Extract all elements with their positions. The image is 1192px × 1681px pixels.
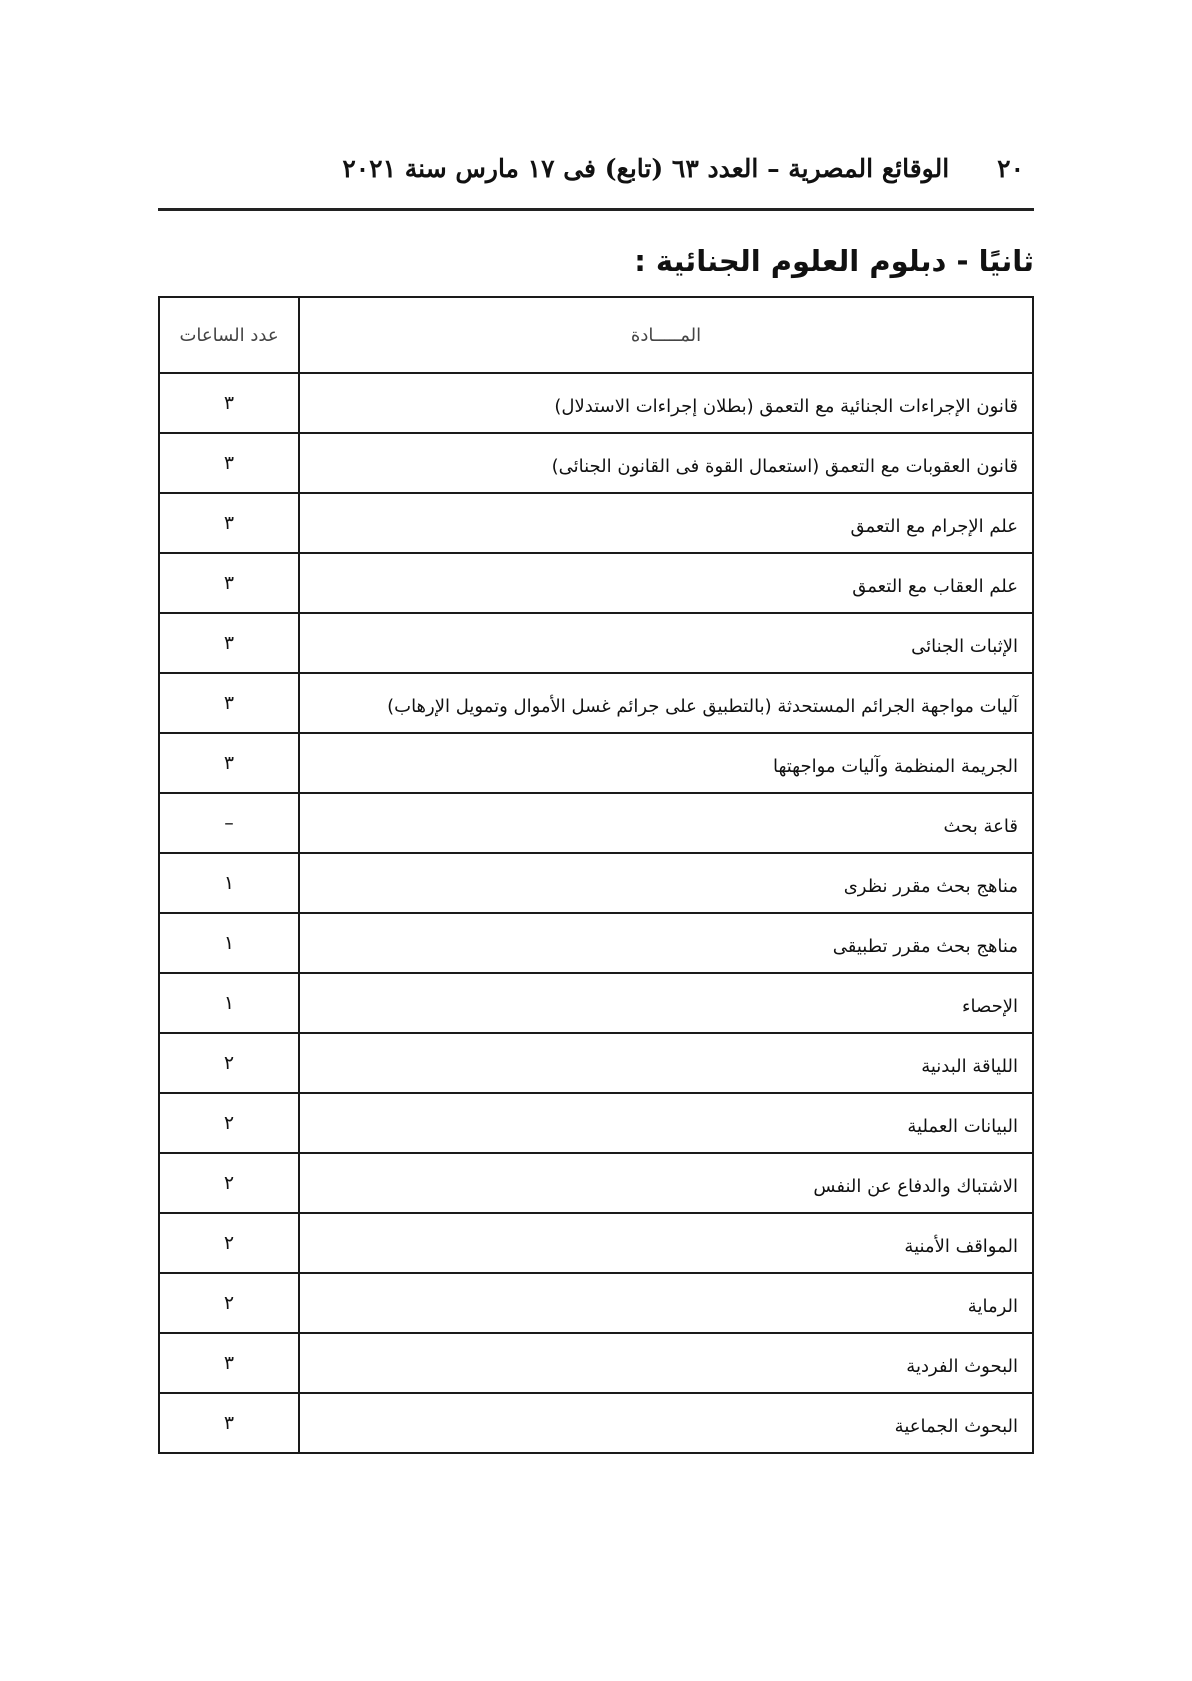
- gazette-title: الوقائع المصرية – العدد ٦٣ (تابع) فى ١٧ مارس سنة ٢٠٢١: [342, 153, 950, 183]
- table-row: [159, 373, 1033, 433]
- section-heading: ثانيًا - دبلوم العلوم الجنائية :: [634, 244, 1034, 278]
- hours-cell: ٣: [159, 1333, 299, 1393]
- subject-cell: قانون العقوبات مع التعمق (استعمال القوة فى القانون الجنائى): [299, 433, 1033, 493]
- subject-cell: الرماية: [299, 1273, 1033, 1333]
- subject-cell: البحوث الجماعية: [299, 1393, 1033, 1453]
- hours-cell: –: [159, 793, 299, 853]
- subject-cell: الإحصاء: [299, 973, 1033, 1033]
- subject-cell: الإثبات الجنائى: [299, 613, 1033, 673]
- table-header-row: [159, 297, 1033, 373]
- subject-cell: علم الإجرام مع التعمق: [299, 493, 1033, 553]
- table-row: [159, 1393, 1033, 1453]
- page-number: ٢٠: [997, 153, 1024, 183]
- subject-cell: علم العقاب مع التعمق: [299, 553, 1033, 613]
- table-row: [159, 493, 1033, 553]
- subject-cell: الجريمة المنظمة وآليات مواجهتها: [299, 733, 1033, 793]
- table-row: [159, 973, 1033, 1033]
- page-header: [160, 142, 1032, 194]
- courses-table: [158, 296, 1034, 1454]
- table-row: [159, 673, 1033, 733]
- hours-cell: ٣: [159, 373, 299, 433]
- table-row: [159, 913, 1033, 973]
- subject-cell: مناهج بحث مقرر تطبيقى: [299, 913, 1033, 973]
- hours-cell: ٢: [159, 1033, 299, 1093]
- table-row: [159, 853, 1033, 913]
- hours-cell: ٣: [159, 613, 299, 673]
- hours-cell: ١: [159, 853, 299, 913]
- subject-cell: قانون الإجراءات الجنائية مع التعمق (بطلان إجراءات الاستدلال): [299, 373, 1033, 433]
- subject-cell: مناهج بحث مقرر نظرى: [299, 853, 1033, 913]
- hours-cell: ٣: [159, 1393, 299, 1453]
- table-row: [159, 433, 1033, 493]
- table-row: [159, 1033, 1033, 1093]
- hours-cell: ١: [159, 973, 299, 1033]
- table-body: [159, 373, 1033, 1453]
- hours-cell: ١: [159, 913, 299, 973]
- hours-cell: ٢: [159, 1213, 299, 1273]
- hours-cell: ٢: [159, 1153, 299, 1213]
- subject-cell: قاعة بحث: [299, 793, 1033, 853]
- header-divider: [158, 208, 1034, 211]
- table-row: [159, 793, 1033, 853]
- subject-cell: آليات مواجهة الجرائم المستحدثة (بالتطبيق على جرائم غسل الأموال وتمويل الإرهاب): [299, 673, 1033, 733]
- subject-cell: البحوث الفردية: [299, 1333, 1033, 1393]
- subject-cell: الاشتباك والدفاع عن النفس: [299, 1153, 1033, 1213]
- hours-cell: ٣: [159, 493, 299, 553]
- table-row: [159, 1093, 1033, 1153]
- table-row: [159, 1153, 1033, 1213]
- table-row: [159, 553, 1033, 613]
- hours-cell: ٣: [159, 433, 299, 493]
- table-row: [159, 613, 1033, 673]
- subject-column-header: المـــــادة: [299, 297, 1033, 373]
- hours-cell: ٣: [159, 673, 299, 733]
- hours-cell: ٢: [159, 1093, 299, 1153]
- hours-column-header: عدد الساعات: [159, 297, 299, 373]
- table-row: [159, 1333, 1033, 1393]
- table-row: [159, 1213, 1033, 1273]
- hours-cell: ٣: [159, 733, 299, 793]
- subject-cell: المواقف الأمنية: [299, 1213, 1033, 1273]
- hours-cell: ٣: [159, 553, 299, 613]
- table-row: [159, 1273, 1033, 1333]
- hours-cell: ٢: [159, 1273, 299, 1333]
- subject-cell: البيانات العملية: [299, 1093, 1033, 1153]
- table-row: [159, 733, 1033, 793]
- subject-cell: اللياقة البدنية: [299, 1033, 1033, 1093]
